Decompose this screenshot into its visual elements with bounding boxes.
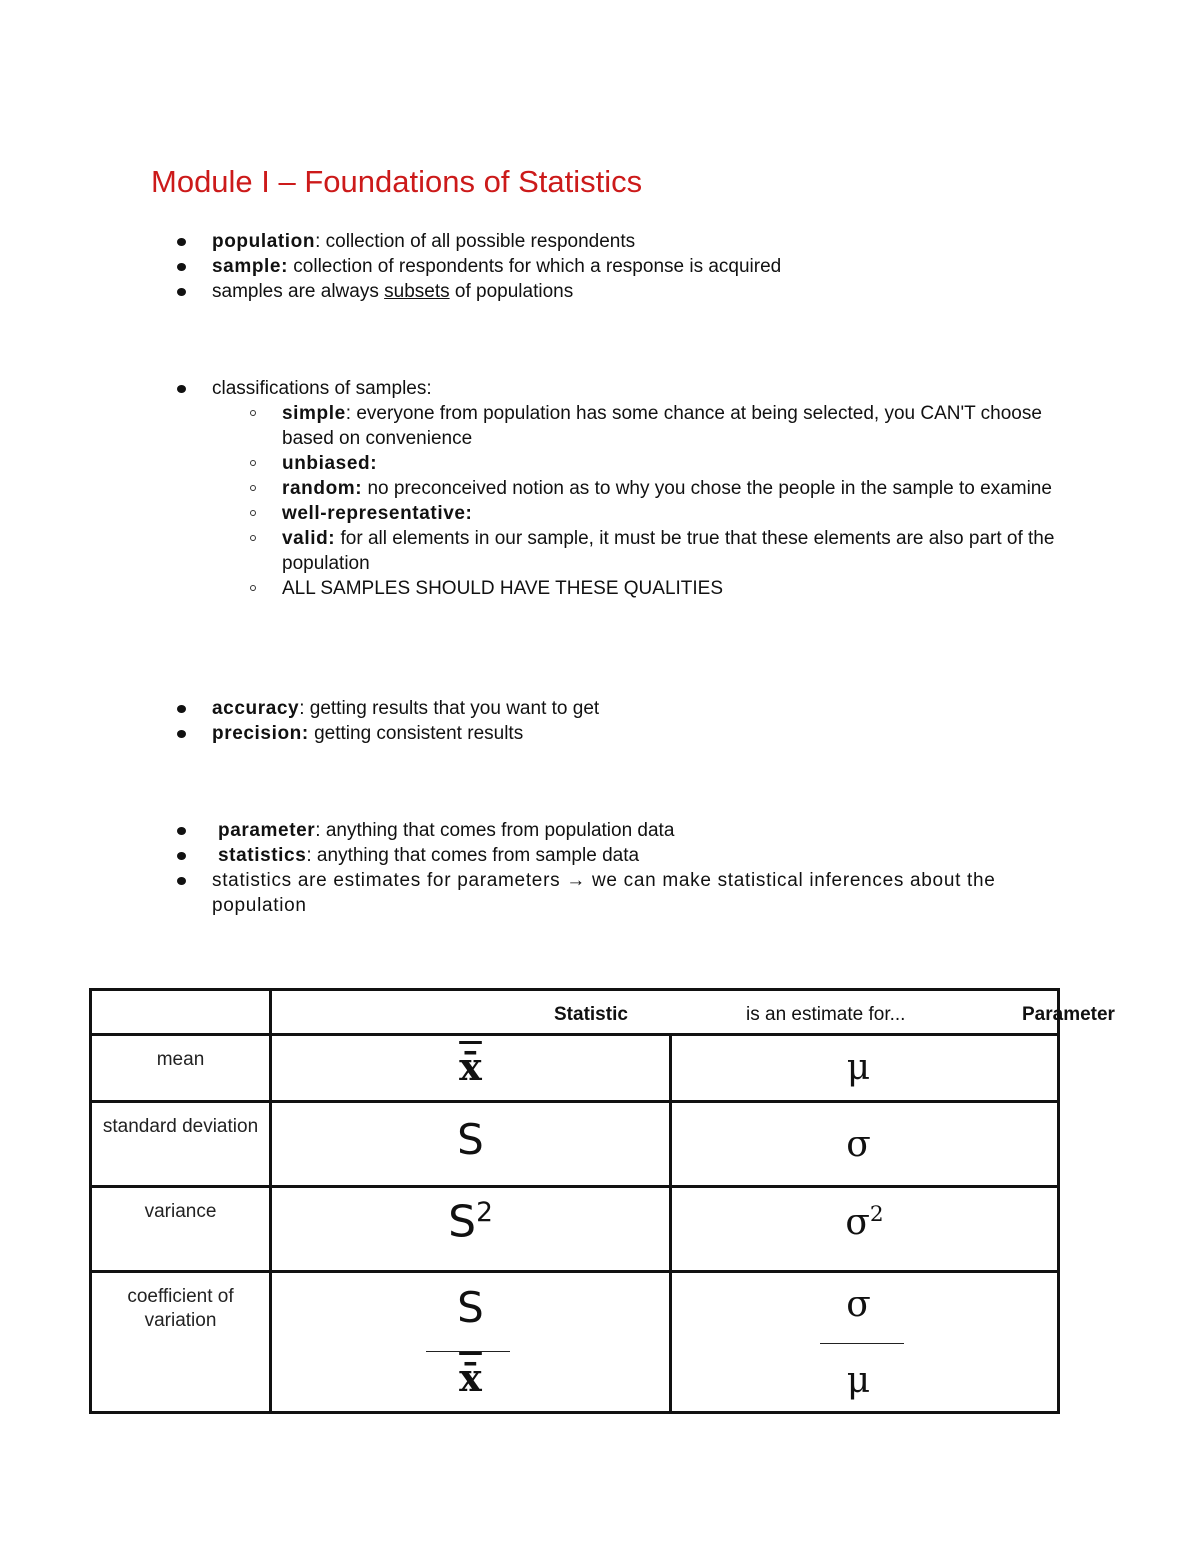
- statistic-symbol: [272, 1196, 669, 1248]
- circle-bullet-icon: [250, 585, 256, 591]
- text: samples are always: [212, 281, 385, 302]
- separator: :: [299, 698, 305, 719]
- bullet-icon: [177, 705, 186, 713]
- circle-bullet-icon: [250, 510, 256, 516]
- sub-list-item: [212, 451, 1062, 476]
- definition: anything that comes from population data: [320, 820, 675, 841]
- sub-list-item: [212, 526, 1062, 576]
- table-row: [91, 1272, 1059, 1413]
- definition: getting results that you want to get: [304, 698, 600, 719]
- parameter-exponent: 2: [869, 1202, 884, 1227]
- definition: everyone from population has some chance at being selected, you CAN'T choose based on convenience: [282, 403, 1042, 449]
- statistic-symbol: S: [457, 1115, 484, 1164]
- sample-classifications: [212, 401, 1062, 601]
- bullet-icon: [177, 827, 186, 835]
- statistic-symbol: x̄: [459, 1044, 482, 1089]
- list-item: [0, 376, 1062, 601]
- text: statistics are estimates for parameters → we can make statistical inferences about the population: [212, 870, 996, 916]
- parameter-symbol: σ: [846, 1124, 871, 1165]
- bullet-icon: [177, 288, 186, 296]
- term: unbiased:: [282, 453, 378, 474]
- definitions-list-population: [0, 229, 1062, 304]
- statistic-exponent: 2: [476, 1197, 493, 1228]
- circle-bullet-icon: [250, 410, 256, 416]
- list-item: [0, 229, 1062, 254]
- fraction-line: [820, 1343, 904, 1344]
- bullet-icon: [177, 263, 186, 271]
- list-item: [0, 254, 1062, 279]
- header-parameter: Parameter: [1022, 1004, 1115, 1025]
- separator: :: [345, 403, 352, 424]
- list-item: [0, 721, 1062, 746]
- parameter-base: σ: [845, 1202, 870, 1243]
- term: well-representative:: [282, 503, 473, 524]
- sub-list-item: [212, 576, 1062, 601]
- definition: for all elements in our sample, it must be true that these elements are also part of the population: [282, 528, 1055, 574]
- underlined-word: subsets: [384, 281, 450, 302]
- list-item: [0, 843, 1062, 868]
- definition: collection of all possible respondents: [320, 231, 636, 252]
- term: sample:: [212, 256, 289, 277]
- row-label: standard deviation: [91, 1102, 271, 1187]
- term: valid:: [282, 528, 336, 549]
- parameter-symbol: [672, 1204, 1057, 1241]
- bullet-icon: [177, 730, 186, 738]
- definitions-list-accuracy: [0, 696, 1062, 746]
- bullet-icon: [177, 852, 186, 860]
- text: ALL SAMPLES SHOULD HAVE THESE QUALITIES: [282, 578, 724, 599]
- table-row: [91, 1187, 1059, 1272]
- list-item: [0, 818, 1062, 843]
- parameter-numerator: σ: [846, 1284, 871, 1325]
- sub-list-item: [212, 501, 1062, 526]
- parameter-cell: [671, 1272, 1059, 1413]
- separator: :: [315, 820, 321, 841]
- statistic-cell: [271, 1187, 671, 1272]
- statistic-cell: [271, 1035, 671, 1102]
- definition: anything that comes from sample data: [311, 845, 640, 866]
- list-item: [0, 696, 1062, 721]
- statistic-parameter-table: [89, 988, 1115, 1414]
- row-label: variance: [91, 1187, 271, 1272]
- header-statistic: Statistic: [554, 1004, 628, 1025]
- parameter-cell: [671, 1035, 1059, 1102]
- separator: :: [306, 845, 312, 866]
- statistic-cell: [271, 1102, 671, 1187]
- header-middle: is an estimate for...: [746, 1004, 906, 1025]
- page-title: Module I – Foundations of Statistics: [151, 164, 643, 199]
- definition: getting consistent results: [308, 723, 524, 744]
- statistic-numerator: S: [457, 1283, 484, 1332]
- definitions-list-parameter: [0, 818, 1062, 918]
- row-label: mean: [91, 1035, 271, 1102]
- table-header-row: [91, 990, 1059, 1035]
- list-item: [0, 279, 1062, 304]
- parameter-cell: [671, 1102, 1059, 1187]
- term: statistics: [218, 845, 307, 866]
- definition: collection of respondents for which a response is acquired: [288, 256, 782, 277]
- text: of populations: [449, 281, 574, 302]
- row-label: coefficient of variation: [91, 1272, 271, 1413]
- term: simple: [282, 403, 346, 424]
- header-cell: [271, 990, 1115, 1035]
- bullet-icon: [177, 238, 186, 246]
- fraction-line: [426, 1351, 510, 1352]
- sub-list-item: [212, 476, 1062, 501]
- parameter-cell: [671, 1187, 1059, 1272]
- sub-list-item: [212, 401, 1062, 451]
- header-empty-cell: [91, 990, 271, 1035]
- table-row: [91, 1035, 1059, 1102]
- separator: :: [315, 231, 321, 252]
- circle-bullet-icon: [250, 485, 256, 491]
- statistic-denominator: x̄: [459, 1355, 482, 1400]
- parameter-symbol: μ: [846, 1047, 871, 1088]
- table-row: [91, 1102, 1059, 1187]
- statistic-base: S: [448, 1196, 477, 1248]
- statistic-cell: [271, 1272, 671, 1413]
- term: population: [212, 231, 316, 252]
- definition: no preconceived notion as to why you chose the people in the sample to examine: [362, 478, 1052, 499]
- term: parameter: [218, 820, 316, 841]
- term: accuracy: [212, 698, 300, 719]
- text: classifications of samples:: [212, 378, 432, 399]
- bullet-icon: [177, 385, 186, 393]
- definitions-list-samples: [0, 376, 1062, 601]
- bullet-icon: [177, 877, 186, 885]
- list-item: [0, 868, 1062, 918]
- term: random:: [282, 478, 363, 499]
- circle-bullet-icon: [250, 535, 256, 541]
- term: precision:: [212, 723, 309, 744]
- circle-bullet-icon: [250, 460, 256, 466]
- parameter-denominator: μ: [846, 1360, 871, 1401]
